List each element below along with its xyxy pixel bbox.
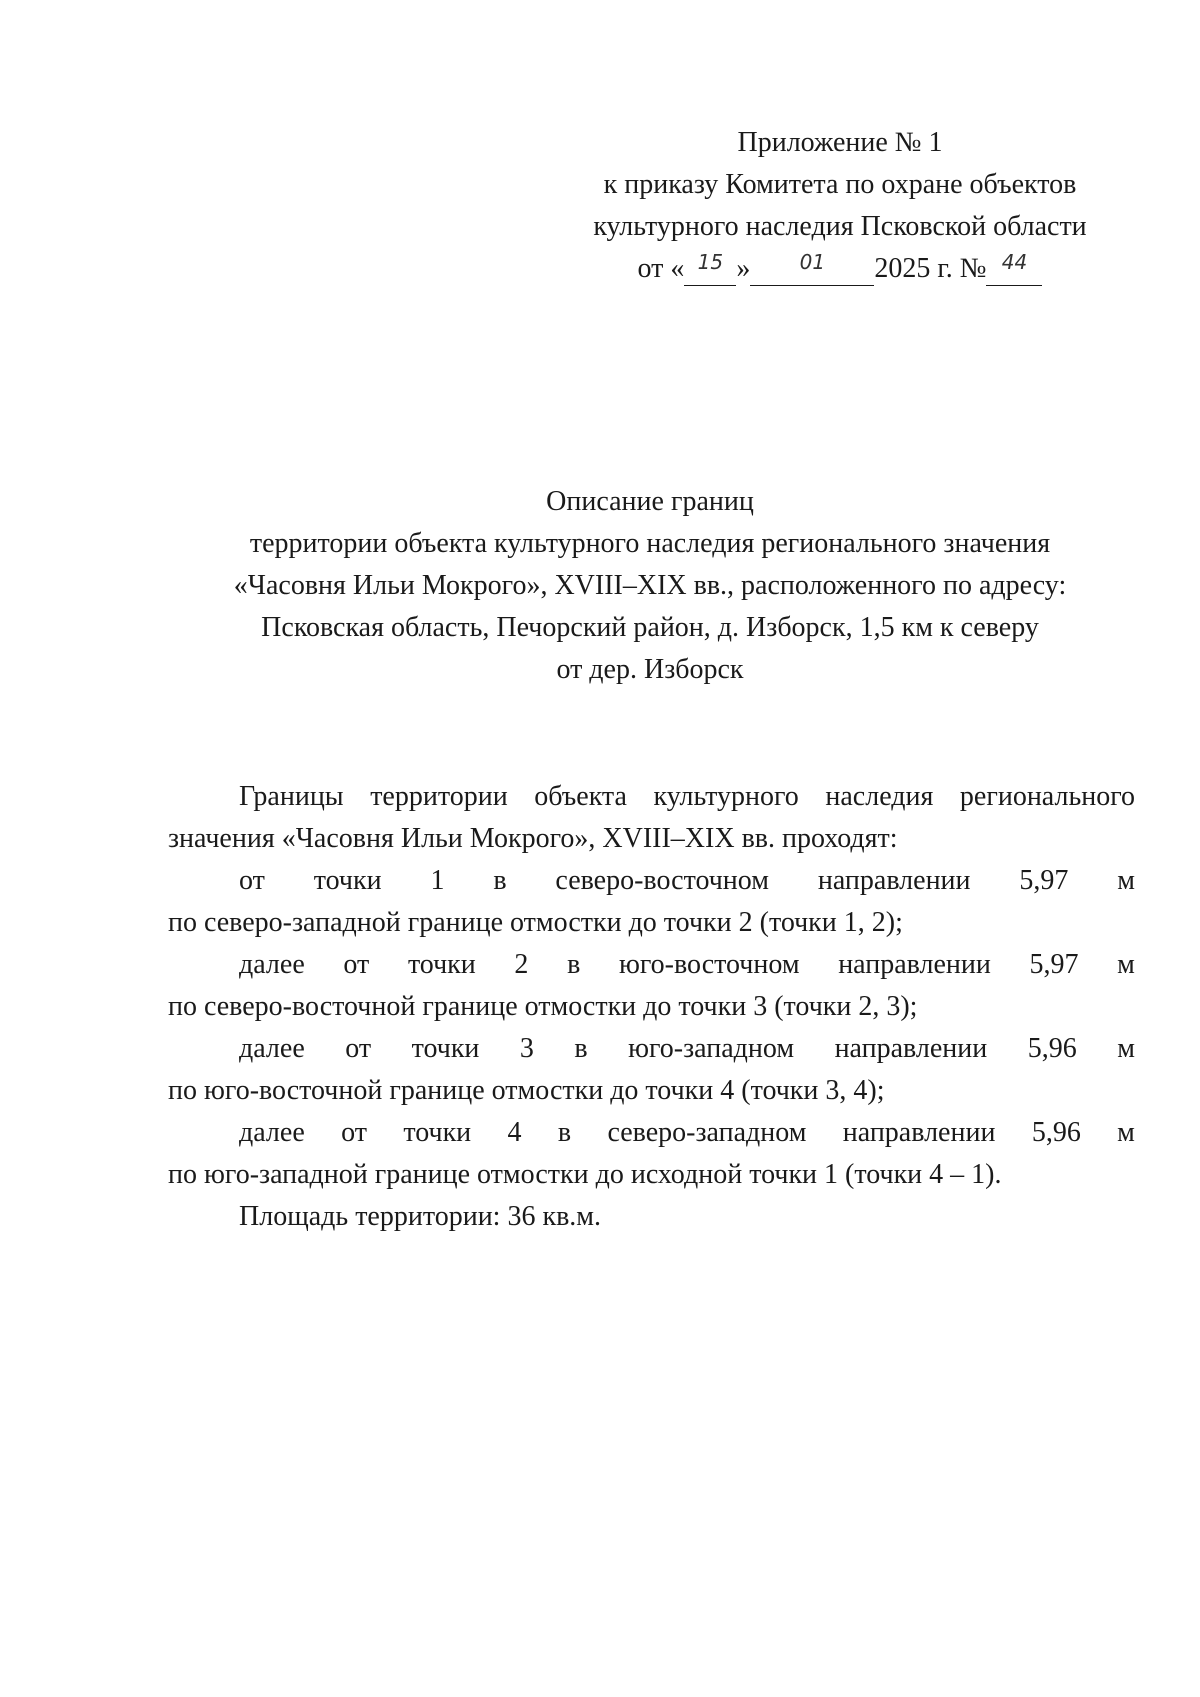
segment-word: м bbox=[1117, 949, 1135, 980]
date-mid: » bbox=[736, 253, 751, 284]
intro-paragraph bbox=[168, 776, 1135, 860]
segment-word: в bbox=[574, 1033, 588, 1064]
segment-word: 4 bbox=[507, 1117, 522, 1148]
order-number-field bbox=[986, 250, 1042, 286]
segment-word: в bbox=[493, 865, 507, 896]
segment-word: м bbox=[1117, 1117, 1135, 1148]
segment-word: точки bbox=[403, 1117, 472, 1148]
segment-word: северо-восточном bbox=[555, 865, 769, 896]
segment-word: 3 bbox=[519, 1033, 534, 1064]
boundary-segments bbox=[168, 860, 1135, 1196]
intro-line-1: Границы территории объекта культурного наследия регионального bbox=[239, 781, 1135, 812]
appendix-header bbox=[540, 122, 1140, 290]
date-day-handwritten: 15 bbox=[697, 250, 724, 274]
segment-word: далее bbox=[239, 1117, 305, 1148]
appendix-date-line bbox=[540, 248, 1140, 290]
segment-word: 2 bbox=[514, 949, 529, 980]
segment-word: от bbox=[345, 1033, 372, 1064]
order-number-handwritten: 44 bbox=[1001, 250, 1028, 274]
appendix-order-line: к приказу Комитета по охране объектов bbox=[603, 169, 1077, 200]
segment-word: м bbox=[1117, 865, 1135, 896]
segment-word: 5,97 bbox=[1029, 949, 1079, 980]
segment-word: направлении bbox=[834, 1033, 988, 1064]
segment-word: направлении bbox=[817, 865, 971, 896]
title-line-3: «Часовня Ильи Мокрого», XVIII–XIX вв., расположенного по адресу: bbox=[233, 570, 1067, 601]
segment-first-line bbox=[168, 944, 1135, 986]
segment-word: юго-восточном bbox=[618, 949, 800, 980]
segment-continuation: по юго-восточной границе отмостки до точки 4 (точки 3, 4); bbox=[168, 1075, 885, 1106]
segment-word: от bbox=[239, 865, 265, 896]
intro-line-2: значения «Часовня Ильи Мокрого», XVIII–XIX вв. проходят: bbox=[168, 823, 898, 854]
segment-word: в bbox=[567, 949, 581, 980]
date-year: 2025 г. № bbox=[874, 253, 987, 284]
date-day-field bbox=[684, 250, 736, 286]
title-line-1: Описание границ bbox=[546, 486, 754, 517]
segment-word: 1 bbox=[430, 865, 445, 896]
date-prefix: от « bbox=[637, 253, 685, 284]
segment-word: далее bbox=[239, 1033, 305, 1064]
segment-word: направлении bbox=[842, 1117, 996, 1148]
appendix-committee-line: культурного наследия Псковской области bbox=[593, 211, 1087, 242]
segment-word: юго-западном bbox=[628, 1033, 795, 1064]
date-month-field bbox=[750, 250, 874, 286]
segment-word: направлении bbox=[838, 949, 991, 980]
segment-word: от bbox=[341, 1117, 367, 1148]
segment-word: в bbox=[557, 1117, 572, 1148]
segment-word: далее bbox=[239, 949, 305, 980]
segment-word: северо-западном bbox=[607, 1117, 807, 1148]
segment-continuation: по северо-западной границе отмостки до точки 2 (точки 1, 2); bbox=[168, 907, 903, 938]
area-statement: Площадь территории: 36 кв.м. bbox=[239, 1201, 602, 1232]
segment-word: м bbox=[1117, 1033, 1135, 1064]
title-line-5: от дер. Изборск bbox=[556, 654, 744, 685]
title-line-4: Псковская область, Печорский район, д. Изборск, 1,5 км к северу bbox=[261, 612, 1039, 643]
segment-continuation: по северо-восточной границе отмостки до точки 3 (точки 2, 3); bbox=[168, 991, 918, 1022]
title-line-2: территории объекта культурного наследия регионального значения bbox=[249, 528, 1051, 559]
segment-continuation: по юго-западной границе отмостки до исходной точки 1 (точки 4 – 1). bbox=[168, 1159, 1002, 1190]
date-month-handwritten: 01 bbox=[799, 250, 826, 274]
document-body bbox=[168, 776, 1135, 1238]
document-title bbox=[150, 481, 1150, 691]
segment-word: точки bbox=[411, 1033, 480, 1064]
segment-word: от bbox=[343, 949, 370, 980]
segment-word: точки bbox=[407, 949, 476, 980]
segment-word: 5,97 bbox=[1019, 865, 1069, 896]
segment-word: точки bbox=[313, 865, 382, 896]
segment-word: 5,96 bbox=[1027, 1033, 1077, 1064]
segment-first-line bbox=[168, 1028, 1135, 1070]
segment-first-line bbox=[168, 1112, 1135, 1154]
segment-word: 5,96 bbox=[1031, 1117, 1081, 1148]
segment-first-line bbox=[168, 860, 1135, 902]
appendix-number: Приложение № 1 bbox=[737, 127, 943, 158]
